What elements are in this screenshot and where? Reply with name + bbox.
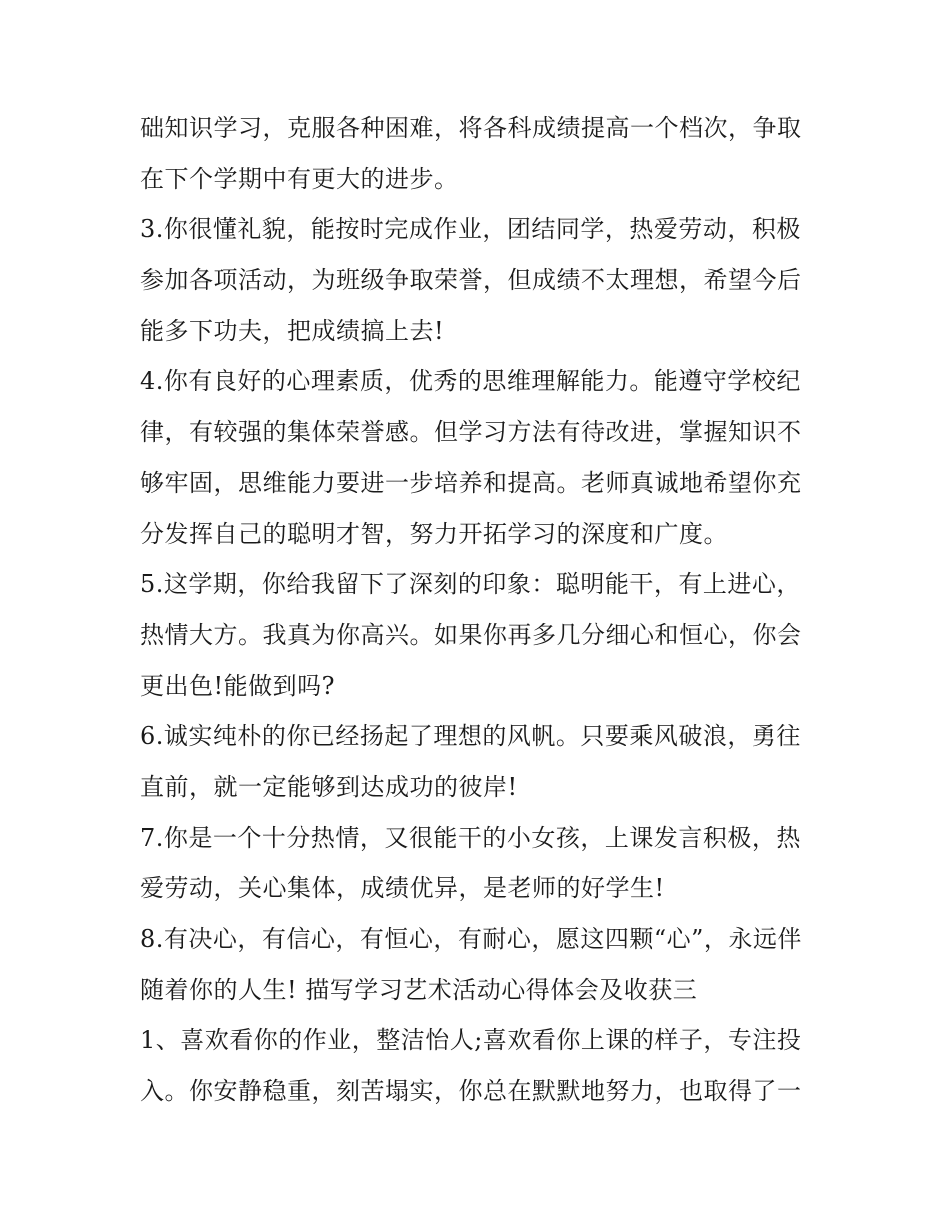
text-line-17: 8.有决心，有信心，有恒心，有耐心，愿这四颗“心”，永远伴 [140,925,802,953]
text-line-3: 3.你很懂礼貌，能按时完成作业，团结同学，热爱劳动，积极 [140,215,801,244]
text-line-16: 爱劳动，关心集体，成绩优异，是老师的好学生! [140,874,665,903]
text-line-1: 础知识学习，克服各种困难，将各科成绩提高一个档次，争取 [140,114,802,142]
text-line-20: 入。你安静稳重，刻苦塌实，你总在默默地努力，也取得了一 [140,1077,802,1106]
body-text [140,103,820,1117]
text-line-18: 随着你的人生! 描写学习艺术活动心得体会及收获三 [140,975,698,1004]
text-line-9: 分发挥自己的聪明才智，努力开拓学习的深度和广度。 [140,519,728,548]
text-line-15: 7.你是一个十分热情，又很能干的小女孩，上课发言积极，热 [140,823,801,852]
text-line-6: 4.你有良好的心理素质，优秀的思维理解能力。能遵守学校纪 [140,367,801,396]
text-line-5: 能多下功夫，把成绩搞上去! [140,316,445,345]
text-line-19: 1、喜欢看你的作业，整洁怡人;喜欢看你上课的样子，专注投 [140,1026,802,1055]
text-line-11: 热情大方。我真为你高兴。如果你再多几分细心和恒心，你会 [140,620,802,649]
text-line-14: 直前，就一定能够到达成功的彼岸! [140,772,518,801]
text-line-4: 参加各项活动，为班级争取荣誉，但成绩不太理想，希望今后 [140,266,802,295]
text-line-12: 更出色!能做到吗? [140,671,336,700]
text-line-8: 够牢固，思维能力要进一步培养和提高。老师真诚地希望你充 [140,468,802,497]
text-line-10: 5.这学期，你给我留下了深刻的印象：聪明能干，有上进心， [140,570,801,599]
text-line-2: 在下个学期中有更大的进步。 [140,164,459,193]
text-line-7: 律，有较强的集体荣誉感。但学习方法有待改进，掌握知识不 [140,418,802,447]
text-line-13: 6.诚实纯朴的你已经扬起了理想的风帆。只要乘风破浪，勇往 [140,722,801,751]
